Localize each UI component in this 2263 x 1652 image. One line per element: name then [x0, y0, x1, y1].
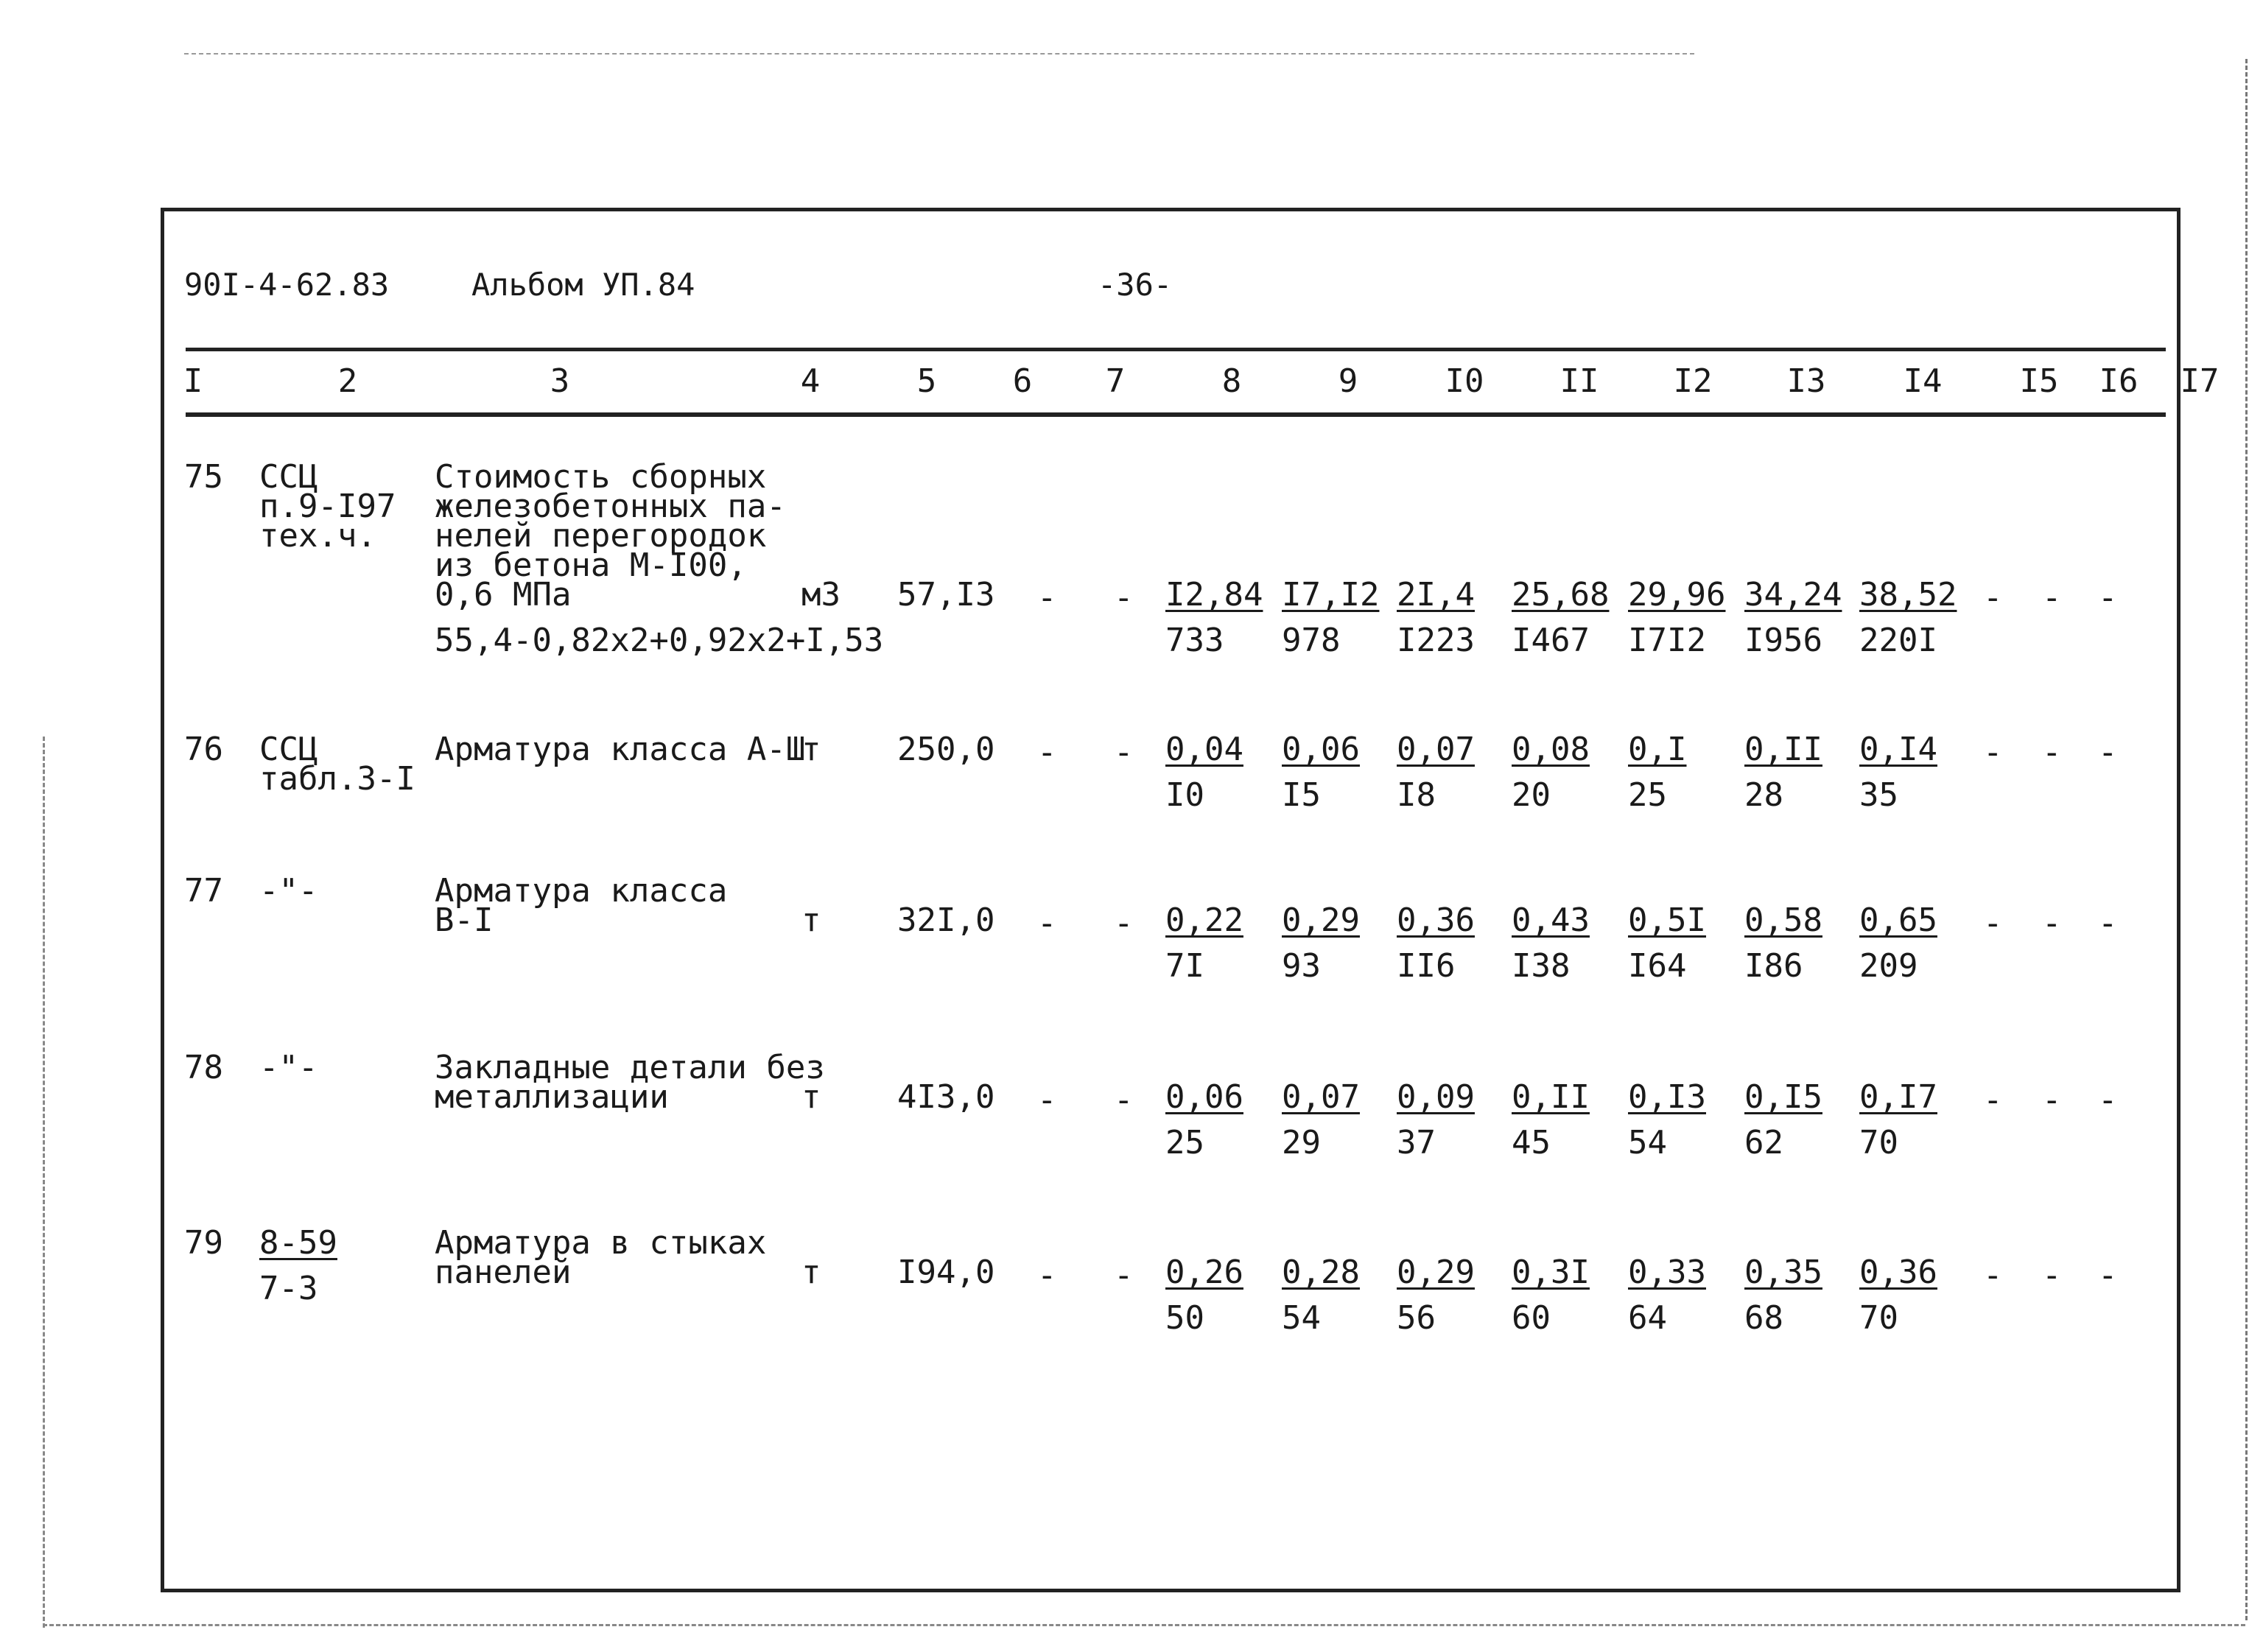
row-col17-value: -	[2098, 904, 2118, 942]
row-cost-value: 25	[1628, 776, 1667, 814]
row-source-reference: 7-3	[259, 1270, 318, 1307]
row-cost-value: I0	[1165, 776, 1204, 814]
row-source-reference: ССЦ	[259, 458, 318, 496]
row-number: 76	[184, 731, 223, 768]
row-item-name: В-I	[435, 901, 494, 939]
scan-edge-left	[43, 737, 45, 1628]
row-cost-value: 70	[1859, 1124, 1898, 1161]
row-quantity-value: 0,35	[1744, 1254, 1822, 1291]
row-quantity-value: 0,08	[1512, 731, 1590, 768]
row-col6-value: -	[1037, 904, 1057, 942]
row-quantity-value: 25,68	[1512, 576, 1610, 614]
row-quantity-value: 34,24	[1744, 576, 1842, 614]
row-cost-value: 978	[1282, 622, 1341, 659]
row-col16-value: -	[2042, 1081, 2062, 1119]
row-unit: т	[801, 1078, 821, 1116]
row-item-name: Стоимость сборных	[435, 458, 767, 496]
row-cost-value: 220I	[1859, 622, 1937, 659]
row-cost-value: I8	[1397, 776, 1436, 814]
column-number-8: 8	[1221, 362, 1242, 400]
row-col6-value: -	[1037, 734, 1057, 771]
row-cost-value: 56	[1397, 1299, 1436, 1337]
row-formula: 55,4-0,82x2+0,92x2+I,53	[435, 622, 884, 659]
row-number: 79	[184, 1224, 223, 1262]
row-item-name: 0,6 МПа	[435, 576, 572, 614]
column-number-17: I7	[2180, 362, 2220, 400]
row-unit-price: I94,0	[897, 1254, 995, 1291]
row-quantity-value: 0,5I	[1628, 901, 1706, 939]
row-unit: т	[801, 731, 821, 768]
row-quantity-value: 0,I4	[1859, 731, 1937, 768]
row-cost-value: I956	[1744, 622, 1822, 659]
row-unit: т	[801, 1254, 821, 1291]
row-col16-value: -	[2042, 734, 2062, 771]
row-unit: т	[801, 901, 821, 939]
row-unit-price: 57,I3	[897, 576, 995, 614]
row-cost-value: 54	[1282, 1299, 1321, 1337]
column-number-4: 4	[800, 362, 821, 400]
scan-edge-top	[184, 53, 1694, 55]
row-cost-value: 29	[1282, 1124, 1321, 1161]
row-quantity-value: 0,06	[1165, 1078, 1243, 1116]
row-quantity-value: 0,43	[1512, 901, 1590, 939]
row-number: 77	[184, 872, 223, 910]
row-quantity-value: 0,36	[1397, 901, 1475, 939]
row-col6-value: -	[1037, 579, 1057, 616]
row-quantity-value: I7,I2	[1282, 576, 1380, 614]
column-number-15: I5	[2019, 362, 2059, 400]
row-cost-value: I223	[1397, 622, 1475, 659]
row-quantity-value: I2,84	[1165, 576, 1263, 614]
table-header-rule	[186, 412, 2166, 417]
row-unit-price: 250,0	[897, 731, 995, 768]
page-number: -36-	[1098, 267, 1173, 303]
row-item-name: из бетона М-I00,	[435, 546, 747, 584]
row-quantity-value: 0,28	[1282, 1254, 1360, 1291]
row-quantity-value: 0,33	[1628, 1254, 1706, 1291]
row-quantity-value: 29,96	[1628, 576, 1726, 614]
row-col7-value: -	[1114, 1081, 1134, 1119]
row-item-name: железобетонных па-	[435, 488, 786, 525]
row-item-name: Арматура в стыках	[435, 1224, 767, 1262]
row-cost-value: 25	[1165, 1124, 1204, 1161]
row-quantity-value: 0,29	[1397, 1254, 1475, 1291]
column-number-10: I0	[1445, 362, 1484, 400]
row-cost-value: I7I2	[1628, 622, 1706, 659]
column-number-6: 6	[1012, 362, 1033, 400]
row-col17-value: -	[2098, 1081, 2118, 1119]
row-cost-value: 68	[1744, 1299, 1783, 1337]
row-quantity-value: 0,22	[1165, 901, 1243, 939]
row-number: 78	[184, 1049, 223, 1086]
row-cost-value: 70	[1859, 1299, 1898, 1337]
document-code: 90I-4-62.83	[184, 267, 390, 303]
row-item-name: панелей	[435, 1254, 572, 1291]
row-cost-value: 45	[1512, 1124, 1551, 1161]
table-top-rule	[186, 348, 2166, 351]
row-quantity-value: 0,65	[1859, 901, 1937, 939]
row-item-name: Арматура класса	[435, 872, 728, 910]
row-source-reference: 8-59	[259, 1224, 337, 1262]
row-col17-value: -	[2098, 1256, 2118, 1294]
row-cost-value: I5	[1282, 776, 1321, 814]
row-quantity-value: 2I,4	[1397, 576, 1475, 614]
row-quantity-value: 0,I3	[1628, 1078, 1706, 1116]
row-quantity-value: 0,I7	[1859, 1078, 1937, 1116]
row-col7-value: -	[1114, 579, 1134, 616]
row-quantity-value: 0,09	[1397, 1078, 1475, 1116]
row-cost-value: I38	[1512, 947, 1571, 985]
row-col16-value: -	[2042, 579, 2062, 616]
row-cost-value: 64	[1628, 1299, 1667, 1337]
row-col7-value: -	[1114, 734, 1134, 771]
column-number-3: 3	[550, 362, 570, 400]
row-cost-value: 209	[1859, 947, 1918, 985]
scan-edge-right	[2245, 59, 2248, 1620]
row-col15-value: -	[1983, 904, 2003, 942]
row-cost-value: 28	[1744, 776, 1783, 814]
row-item-name: Арматура класса А-Ш	[435, 731, 806, 768]
scan-edge-bottom	[43, 1624, 2245, 1626]
row-quantity-value: 0,29	[1282, 901, 1360, 939]
row-source-reference: табл.3-I	[259, 760, 415, 798]
column-number-2: 2	[337, 362, 358, 400]
row-col6-value: -	[1037, 1081, 1057, 1119]
row-source-reference: тех.ч.	[259, 517, 376, 555]
column-number-12: I2	[1673, 362, 1713, 400]
row-source-reference: -"-	[259, 1049, 318, 1086]
row-quantity-value: 0,07	[1397, 731, 1475, 768]
row-quantity-value: 0,07	[1282, 1078, 1360, 1116]
row-quantity-value: 0,58	[1744, 901, 1822, 939]
row-quantity-value: 0,04	[1165, 731, 1243, 768]
row-cost-value: I467	[1512, 622, 1590, 659]
row-unit-price: 32I,0	[897, 901, 995, 939]
column-number-14: I4	[1903, 362, 1943, 400]
row-quantity-value: 38,52	[1859, 576, 1957, 614]
column-number-11: II	[1559, 362, 1599, 400]
row-source-reference: ССЦ	[259, 731, 318, 768]
row-cost-value: 62	[1744, 1124, 1783, 1161]
row-source-reference: п.9-I97	[259, 488, 396, 525]
row-cost-value: II6	[1397, 947, 1456, 985]
row-cost-value: 50	[1165, 1299, 1204, 1337]
row-quantity-value: 0,II	[1512, 1078, 1590, 1116]
row-quantity-value: 0,3I	[1512, 1254, 1590, 1291]
column-number-5: 5	[916, 362, 937, 400]
row-quantity-value: 0,I5	[1744, 1078, 1822, 1116]
row-cost-value: I86	[1744, 947, 1803, 985]
row-col15-value: -	[1983, 1256, 2003, 1294]
row-col17-value: -	[2098, 579, 2118, 616]
row-quantity-value: 0,II	[1744, 731, 1822, 768]
row-cost-value: I64	[1628, 947, 1687, 985]
column-number-1: I	[183, 362, 203, 400]
row-quantity-value: 0,06	[1282, 731, 1360, 768]
row-col15-value: -	[1983, 734, 2003, 771]
column-number-7: 7	[1105, 362, 1126, 400]
row-col16-value: -	[2042, 1256, 2062, 1294]
column-number-9: 9	[1338, 362, 1358, 400]
column-number-13: I3	[1786, 362, 1826, 400]
row-item-name: Закладные детали без	[435, 1049, 825, 1086]
column-number-16: I6	[2099, 362, 2139, 400]
row-cost-value: 93	[1282, 947, 1321, 985]
row-cost-value: 20	[1512, 776, 1551, 814]
row-cost-value: 7I	[1165, 947, 1204, 985]
row-col6-value: -	[1037, 1256, 1057, 1294]
row-item-name: металлизации	[435, 1078, 669, 1116]
row-col16-value: -	[2042, 904, 2062, 942]
row-quantity-value: 0,26	[1165, 1254, 1243, 1291]
row-col15-value: -	[1983, 1081, 2003, 1119]
row-quantity-value: 0,I	[1628, 731, 1687, 768]
row-number: 75	[184, 458, 223, 496]
row-quantity-value: 0,36	[1859, 1254, 1937, 1291]
row-cost-value: 37	[1397, 1124, 1436, 1161]
row-source-reference: -"-	[259, 872, 318, 910]
row-col7-value: -	[1114, 904, 1134, 942]
row-cost-value: 60	[1512, 1299, 1551, 1337]
row-col15-value: -	[1983, 579, 2003, 616]
row-col17-value: -	[2098, 734, 2118, 771]
row-cost-value: 54	[1628, 1124, 1667, 1161]
row-item-name: нелей перегородок	[435, 517, 767, 555]
row-unit: м3	[801, 576, 841, 614]
album-title: Альбом УП.84	[471, 267, 695, 303]
row-unit-price: 4I3,0	[897, 1078, 995, 1116]
row-cost-value: 733	[1165, 622, 1224, 659]
row-col7-value: -	[1114, 1256, 1134, 1294]
row-cost-value: 35	[1859, 776, 1898, 814]
